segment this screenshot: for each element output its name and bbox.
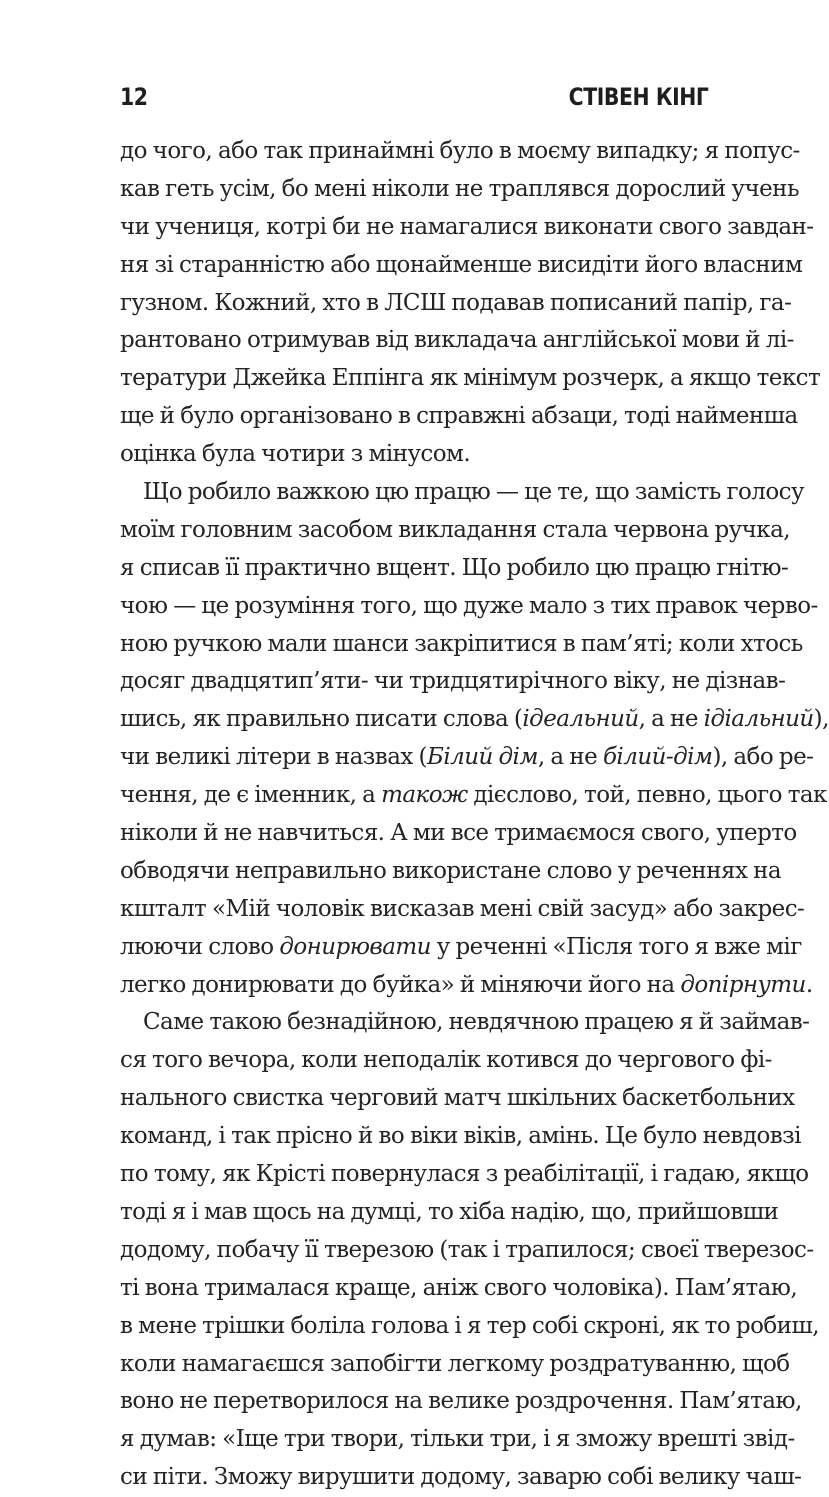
text-run: чи учениця, котрі би не намагалися виконати свого завдан- <box>120 213 814 240</box>
text-line <box>120 1042 772 1080</box>
italic-word: допірнути <box>680 971 806 998</box>
text-run: си піти. Зможу вирушити додому, заварю собі велику чаш- <box>120 1464 802 1491</box>
text-line <box>120 436 708 474</box>
text-line <box>120 1308 820 1346</box>
running-head <box>120 83 708 119</box>
text-run: ще й було організовано в справжні абзаци, тоді найменша <box>120 403 798 430</box>
text-run: кав геть усім, бо мені ніколи не траплявся дорослий учень <box>120 175 799 202</box>
text-line <box>120 777 827 815</box>
italic-word: Білий дім <box>426 744 538 771</box>
text-line <box>120 1156 809 1194</box>
text-run: у реченні «Після того я вже міг <box>430 933 802 960</box>
text-run: я думав: «Іще три твори, тільки три, і я зможу врешті звід- <box>120 1426 795 1453</box>
body-text <box>120 133 829 1497</box>
text-run: кшталт «Мій чоловік висказав мені свій засуд» або закрес- <box>120 895 805 922</box>
italic-word: білий-дім <box>602 744 713 771</box>
text-line <box>120 1421 795 1459</box>
italic-word: ідеальний <box>522 706 639 733</box>
text-line <box>120 550 789 588</box>
text-line <box>120 512 791 550</box>
text-run: команд, і так прісно й во віки віків, амінь. Це було невдовзі <box>120 1123 801 1150</box>
text-line <box>120 967 813 1005</box>
text-run: Саме такою безнадійною, невдячною працею я й займав- <box>143 1009 810 1036</box>
text-run: чою — це розуміння того, що дуже мало з тих правок черво- <box>120 592 818 619</box>
text-run: моїм головним засобом викладання стала червона ручка, <box>120 516 791 543</box>
text-run: до чого, або так принаймні було в моєму випадку; я попус- <box>120 138 800 164</box>
text-run: по тому, як Крісті повернулася з реабілітації, і гадаю, якщо <box>120 1161 809 1188</box>
text-line <box>120 171 799 209</box>
text-run: чи великі літери в назвах ( <box>120 744 427 771</box>
text-run: тератури Джейка Еппінга як мінімум розчерк, а якщо текст <box>120 365 821 392</box>
text-line <box>120 891 805 929</box>
text-run: ), <box>813 706 829 733</box>
text-line <box>120 663 786 701</box>
text-line <box>120 626 803 664</box>
text-run: , а не <box>537 744 603 771</box>
text-run: гузном. Кожний, хто в ЛСШ подавав пописаний папір, га- <box>120 289 792 316</box>
text-line <box>120 1459 802 1497</box>
text-run: ніколи й не навчиться. А ми все тримаємося свого, уперто <box>120 820 797 847</box>
text-line <box>120 398 798 436</box>
text-run: , а не <box>638 706 704 733</box>
text-line <box>120 474 804 512</box>
text-run: воно не перетворилося на велике роздрочення. Пам’ятаю, <box>120 1388 802 1415</box>
text-run: в мене трішки боліла голова і я тер собі скроні, як то робиш, <box>120 1312 820 1339</box>
text-run: легко донирювати до буйка» й міняючи його на <box>120 971 681 998</box>
text-run: нального свистка черговий матч шкільних баскетбольних <box>120 1085 795 1112</box>
book-author-header: СТІВЕН КІНГ <box>568 83 708 111</box>
text-line <box>120 929 802 967</box>
text-run: досяг двадцятип’яти- чи тридцятирічного віку, не дізнав- <box>120 668 786 695</box>
text-run: ною ручкою мали шанси закріпитися в пам’яті; коли хтось <box>120 630 803 657</box>
text-line <box>120 853 782 891</box>
text-run: . <box>805 971 813 998</box>
text-line <box>120 285 792 323</box>
text-run: ті вона трималася краще, аніж свого чоловіка). Пам’ятаю, <box>120 1274 798 1301</box>
italic-word: ідіальний <box>703 706 814 733</box>
text-run: люючи слово <box>120 933 280 960</box>
text-line <box>120 1232 814 1270</box>
text-line <box>120 815 797 853</box>
text-run: ся того вечора, коли неподалік котився до чергового фі- <box>120 1047 772 1074</box>
italic-word: також <box>381 782 468 809</box>
page-number: 12 <box>120 83 148 111</box>
text-run: додому, побачу її тверезою (так і трапилося; своєї тверезос- <box>120 1236 814 1263</box>
text-line <box>120 1270 798 1308</box>
text-run: Що робило важкою цю працю — це те, що замість голосу <box>143 479 804 506</box>
text-line <box>120 360 821 398</box>
text-line <box>120 322 794 360</box>
text-run: чення, де є іменник, а <box>120 782 382 809</box>
text-run: коли намагаєшся запобігти легкому роздратуванню, щоб <box>120 1350 790 1377</box>
text-line <box>120 247 803 285</box>
text-run: рантовано отримував від викладача англійської мови й лі- <box>120 327 794 354</box>
text-run: дієслово, той, певно, цього так <box>467 782 827 809</box>
text-line <box>120 1080 795 1118</box>
text-line <box>120 1194 779 1232</box>
text-line <box>120 739 814 777</box>
text-line <box>120 588 818 626</box>
text-line <box>120 1346 790 1384</box>
text-line <box>120 133 800 171</box>
italic-word: донирювати <box>279 933 431 960</box>
text-line <box>120 701 829 739</box>
text-run: оцінка була чотири з мінусом. <box>120 441 471 468</box>
text-run: обводячи неправильно використане слово у реченнях на <box>120 857 782 884</box>
text-run: я списав її практично вщент. Що робило цю працю гнітю- <box>120 554 789 581</box>
text-line <box>120 1383 802 1421</box>
text-line <box>120 1118 801 1156</box>
text-run: ), або ре- <box>712 744 814 771</box>
text-line <box>120 1004 810 1042</box>
text-line <box>120 209 814 247</box>
text-run: ня зі старанністю або щонайменше висидіти його власним <box>120 251 803 278</box>
text-run: шись, як правильно писати слова ( <box>120 706 523 733</box>
text-run: тоді я і мав щось на думці, то хіба надію, що, прийшовши <box>120 1198 779 1225</box>
